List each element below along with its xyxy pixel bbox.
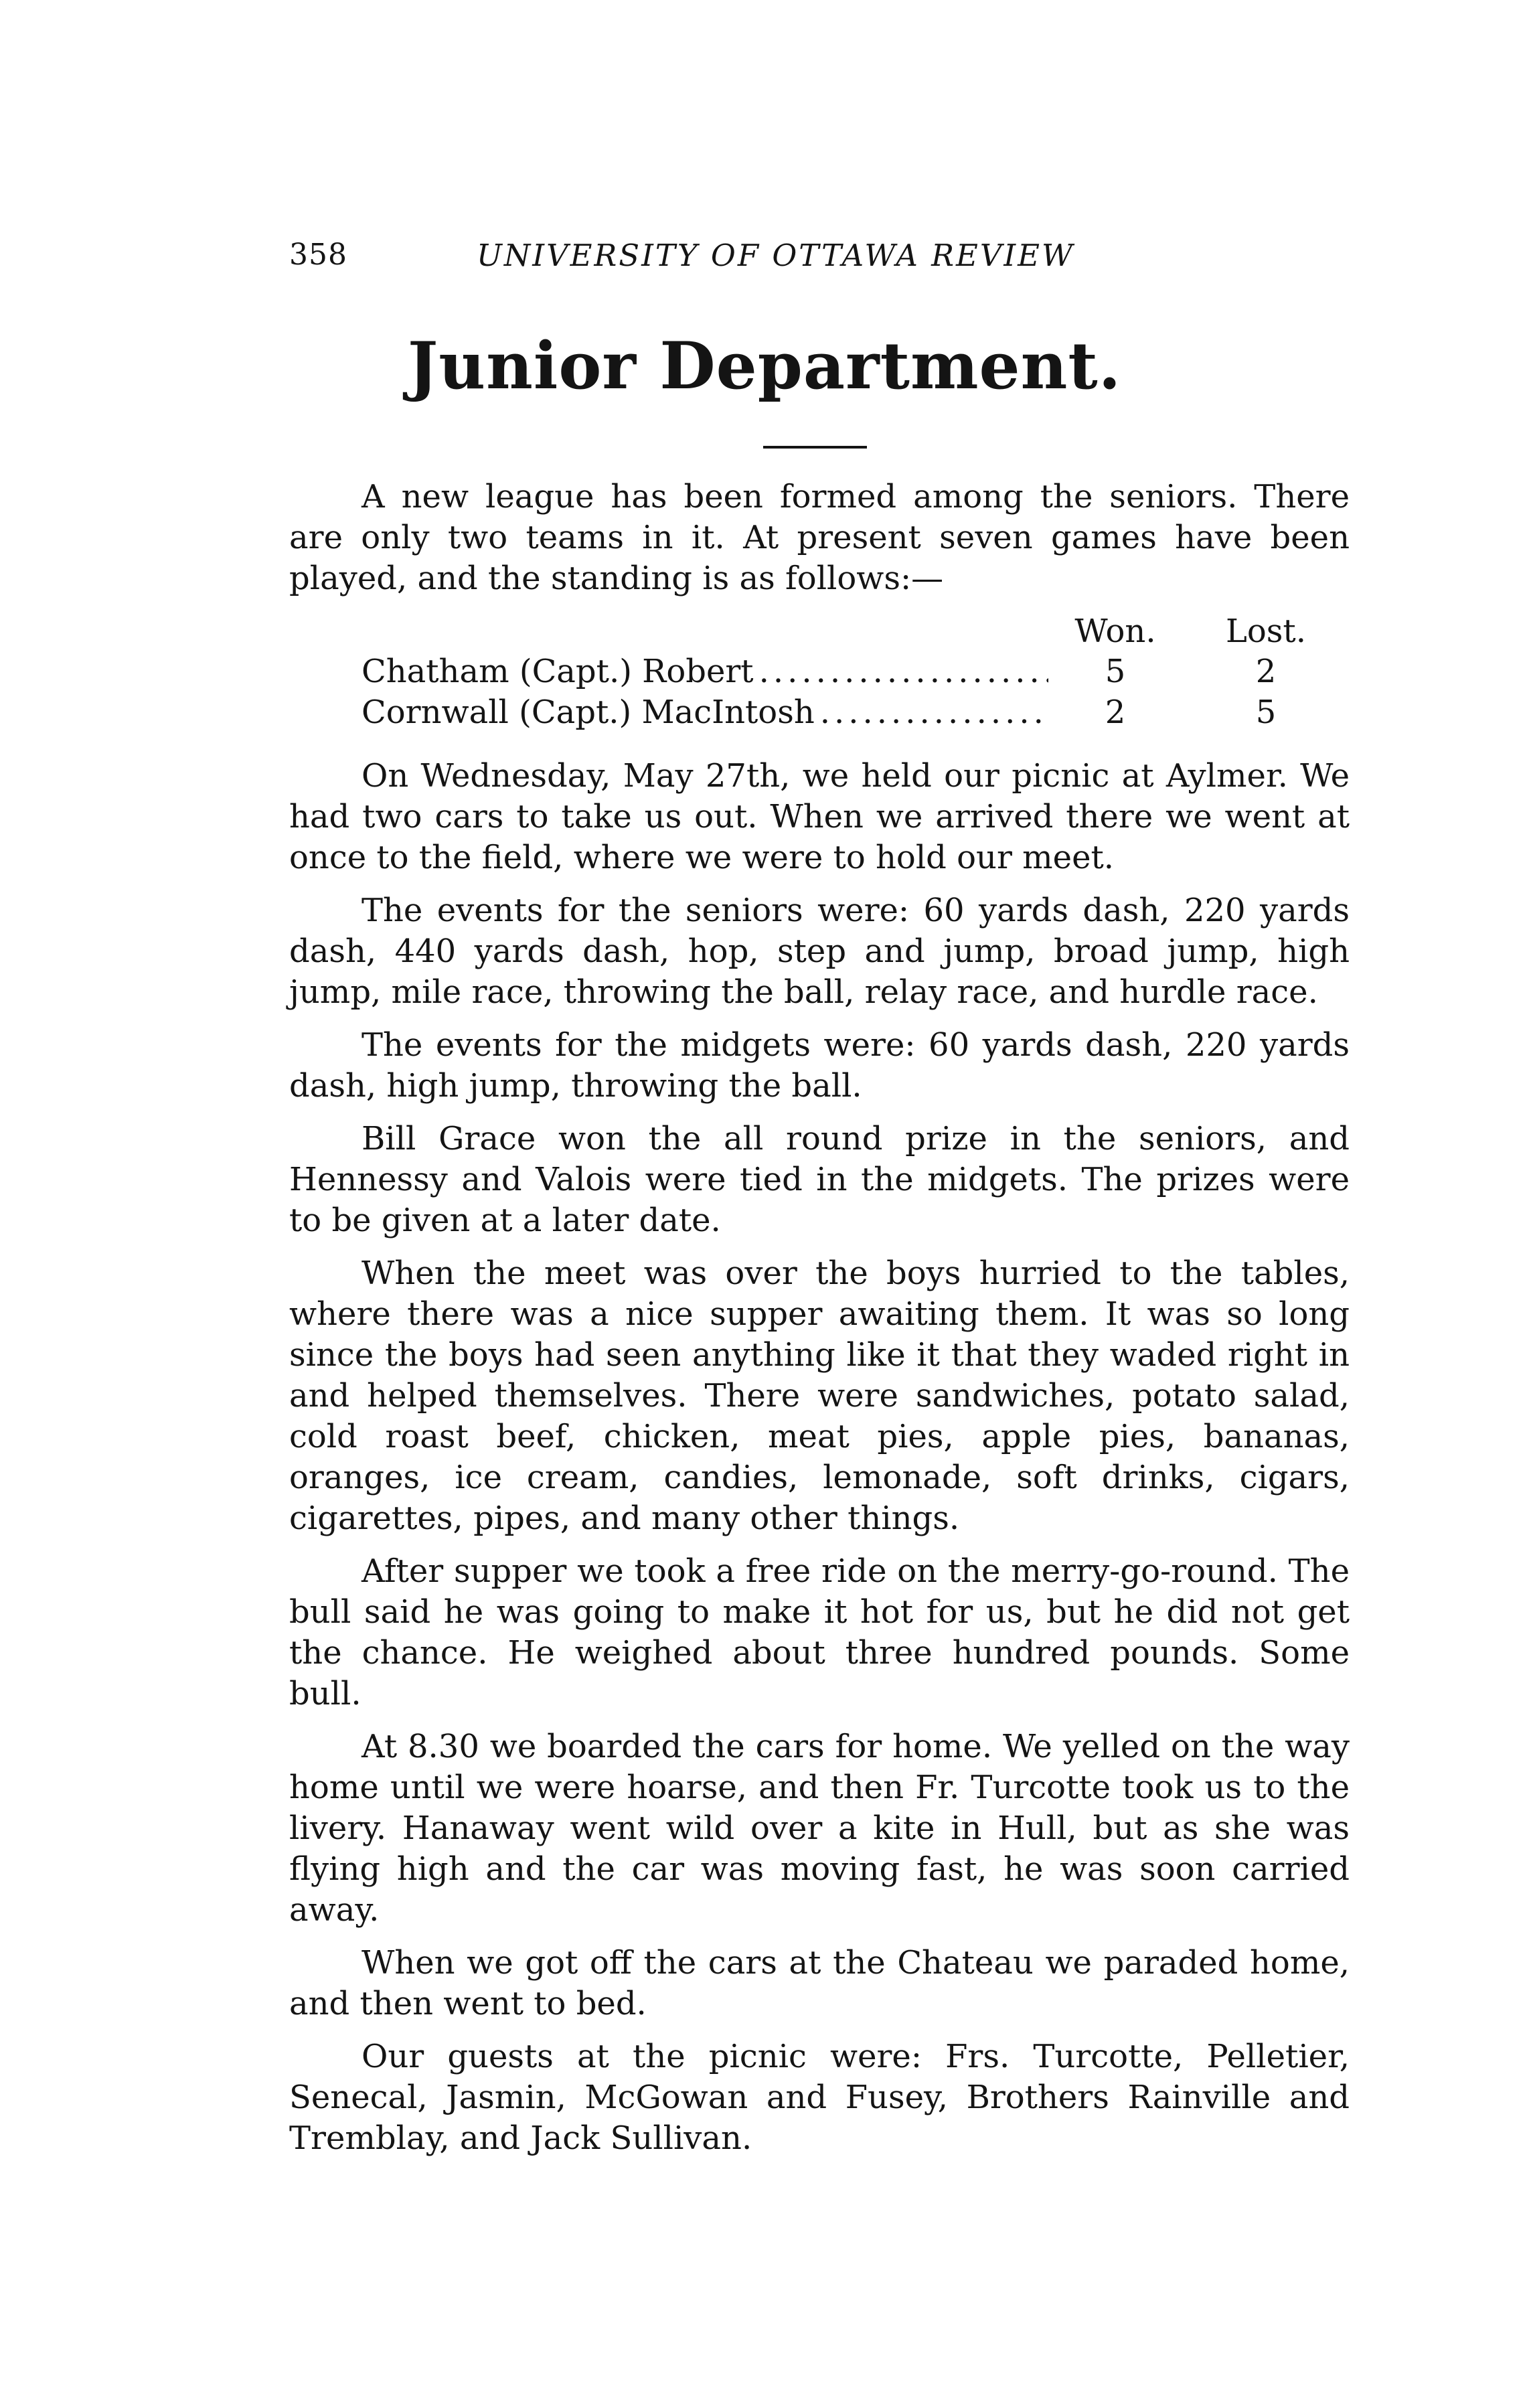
team-name: Chatham (Capt.) Robert bbox=[361, 653, 754, 690]
lost-column-header: Lost. bbox=[1226, 613, 1306, 650]
team-name: Cornwall (Capt.) MacIntosh bbox=[361, 694, 815, 731]
paragraph-midget-events: The events for the midgets were: 60 yards dash, 220 yards dash, high jump, throwing the ball. bbox=[289, 1026, 1350, 1105]
standings-table bbox=[289, 611, 1350, 733]
paragraph-merry-go-round: After supper we took a free ride on the merry-go-round. The bull said he was going to make it hot for us, but he did not get the chance. He weighed about three hundred pounds. Some bull. bbox=[289, 1552, 1350, 1712]
paragraph-supper: When the meet was over the boys hurried to the tables, where there was a nice supper awaiting them. It was so long since the boys had seen anything like it that they waded right in and helped themselves. There were sandwiches, potato salad, cold roast beef, chicken, meat pies, apple pies, bananas, oranges, ice cream, candies, lemonade, soft drinks, cigars, cigarettes, pipes, and many other things. bbox=[289, 1255, 1350, 1537]
won-column-header: Won. bbox=[1074, 613, 1156, 650]
paragraph-picnic: On Wednesday, May 27th, we held our picnic at Aylmer. We had two cars to take us out. When we arrived there we went at once to the field, where we were to hold our meet. bbox=[289, 757, 1350, 876]
lost-value: 2 bbox=[1255, 653, 1277, 690]
paragraph-chateau: When we got off the cars at the Chateau we paraded home, and then went to bed. bbox=[289, 1944, 1350, 2022]
article-body bbox=[289, 477, 1350, 2171]
paragraph-senior-events: The events for the seniors were: 60 yards dash, 220 yards dash, 440 yards dash, hop, step and jump, broad jump, high jump, mile race, throwing the ball, relay race, and hurdle race. bbox=[289, 892, 1350, 1011]
standing-row bbox=[289, 692, 1350, 733]
section-heading: Junior Department. bbox=[407, 328, 1122, 404]
paragraph-ride-home: At 8.30 we boarded the cars for home. We yelled on the way home until we were hoarse, and then Fr. Turcotte took us to the livery. Hanaway went wild over a kite in Hull, but as she was flying high and the car was moving fast, he was soon carried away. bbox=[289, 1728, 1350, 1929]
paragraph-league: A new league has been formed among the seniors. There are only two teams in it. At present seven games have been played, and the standing is as follows:— bbox=[289, 478, 1350, 597]
standing-row bbox=[289, 651, 1350, 692]
won-value: 5 bbox=[1105, 653, 1126, 690]
page-number: 358 bbox=[289, 238, 347, 272]
heading-rule bbox=[763, 446, 867, 449]
dot-leader bbox=[754, 651, 1048, 692]
paragraph-prizes: Bill Grace won the all round prize in the seniors, and Hennessy and Valois were tied in the midgets. The prizes were to be given at a later date. bbox=[289, 1120, 1350, 1239]
running-head bbox=[289, 238, 1193, 278]
paragraph-guests: Our guests at the picnic were: Frs. Turcotte, Pelletier, Senecal, Jasmin, McGowan and Fusey, Brothers Rainville and Tremblay, and Jack Sullivan. bbox=[289, 2038, 1350, 2157]
standings-header bbox=[289, 611, 1350, 651]
lost-value: 5 bbox=[1255, 694, 1277, 731]
won-value: 2 bbox=[1105, 694, 1126, 731]
journal-title: UNIVERSITY OF OTTAWA REVIEW bbox=[477, 238, 1075, 273]
dot-leader bbox=[815, 692, 1048, 733]
